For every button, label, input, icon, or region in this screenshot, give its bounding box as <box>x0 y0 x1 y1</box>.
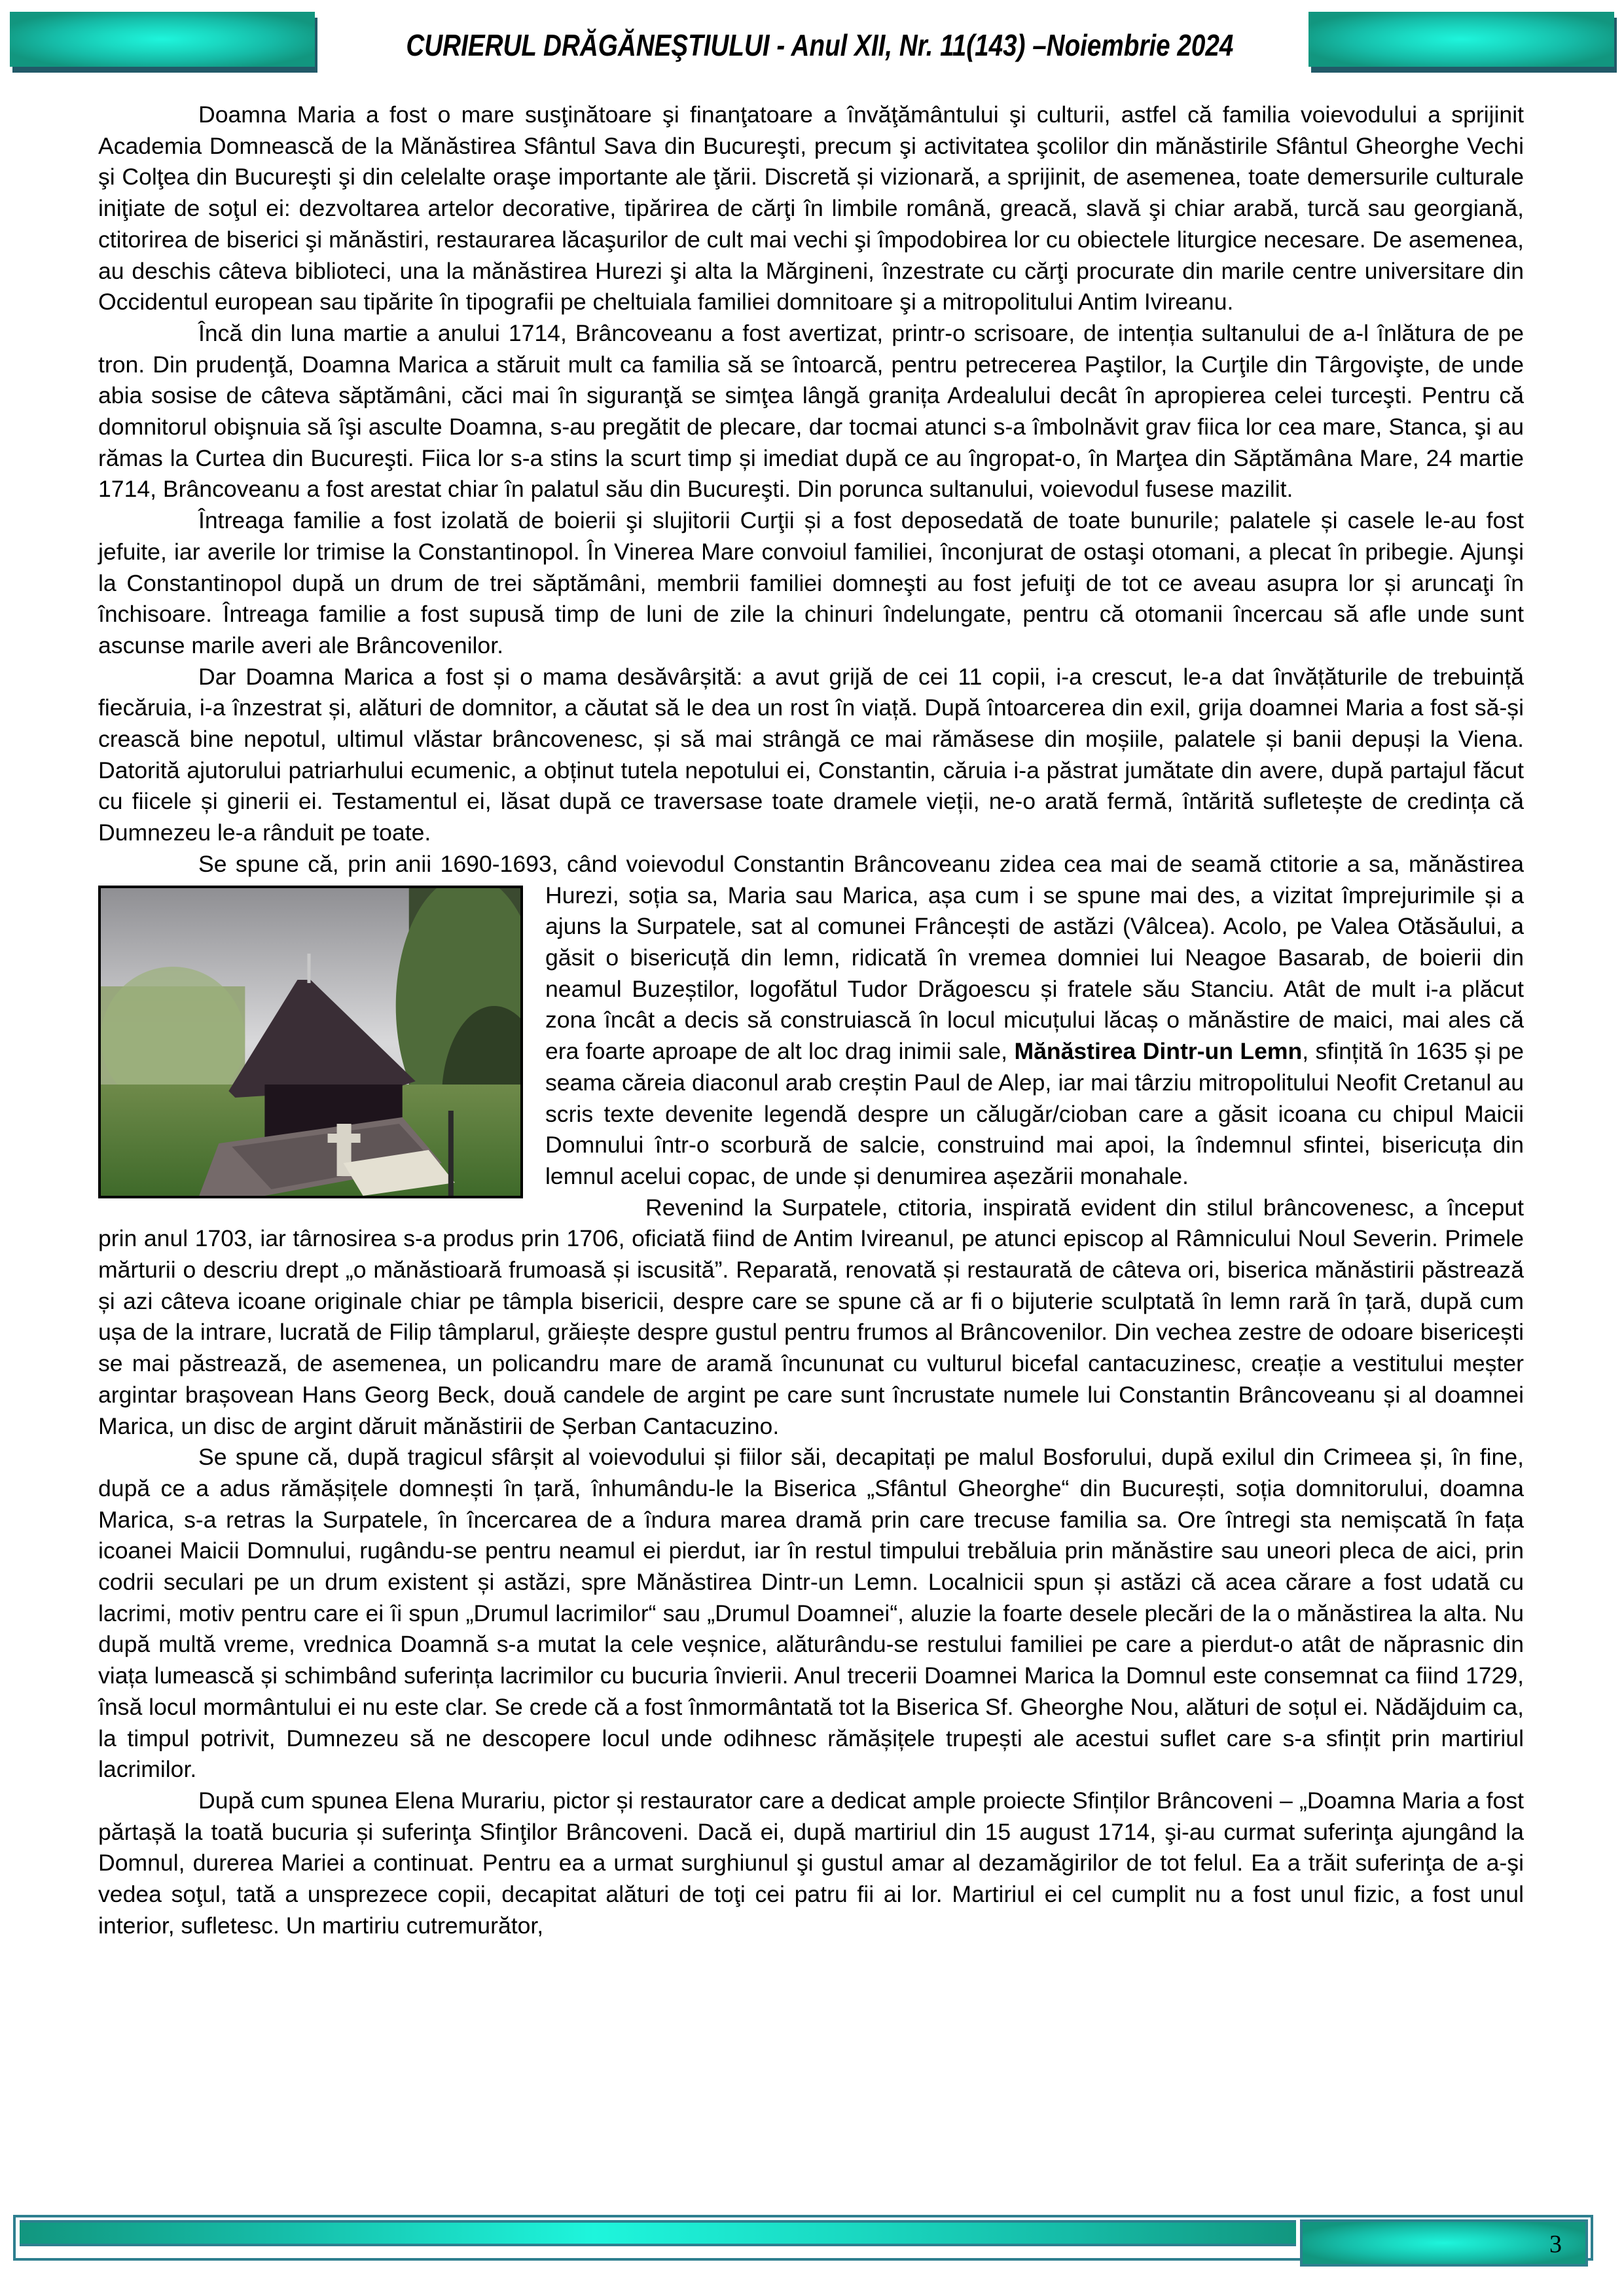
paragraph: Întreaga familie a fost izolată de boierii şi slujitorii Curţii și a fost deposedată de toate bunurile; palatele și casele le-au fost jefuite, iar averile lor trimise la Constantinopol. În Vinerea Mare convoiul familiei, înconjurat de ostaşi otomani, a plecat în pribegie. Ajunşi la Constantinopol după un drum de trei săptămâni, membrii familiei domneşti au fost jefuiţi de tot ce aveau asupra lor și aruncaţi în închisoare. Întreaga familie a fost supusă timp de luni de zile la chinuri îndelungate, pentru că otomanii încercau să afle unde sunt ascunse marile averi ale Brâncovenilor. <box>98 507 1524 658</box>
page-number: 3 <box>1549 2231 1562 2258</box>
paragraph: Încă din luna martie a anului 1714, Brâncoveanu a fost avertizat, printr-o scrisoare, de intenția sultanului de a-l înlătura de pe tron. Din prudenţă, Doamna Marica a stăruit mult ca familia să se întoarcă, pentru petrecerea Paştilor, la Curţile din Târgovişte, de unde abia sosise de câteva săptămâni, căci mai în siguranţă se simţea lângă granița Ardealului decât în apropierea celei turceşti. Pentru că domnitorul obişnuia să îşi asculte Doamna, s-au pregătit de plecare, dar tocmai atunci s-a îmbolnăvit grav fiica lor cea mare, Stanca, şi au rămas la Curtea din Bucureşti. Fiica lor s-a stins la scurt timp și imediat după ce au îngropat-o, în Marţea din Săptămâna Mare, 24 martie 1714, Brâncoveanu a fost arestat chiar în palatul său din Bucureşti. Din porunca sultanului, voievodul fusese mazilit. <box>98 319 1524 503</box>
paragraph: Revenind la Surpatele, ctitoria, inspirată evident din stilul brâncovenesc, a început prin anul 1703, iar târnosirea s-a produs prin 1706, oficiată fiind de Antim Ivireanul, pe atunci episcop al Râmnicului Noul Severin. Primele mărturii o descriu drept „o mănăstioară frumoasă și iscusită”. Reparată, renovată și restaurată de câteva ori, biserica mănăstirii păstrează și azi câteva icoane originale chiar pe tâmpla bisericii, despre care se spune că ar fi o bijuterie sculptată în lemn rară în țară, după cum ușa de la intrare, lucrată de Filip tâmplarul, grăiește despre gustul pentru frumos al Brâncovenilor. Din vechea zestre de odoare bisericești se mai păstrează, de asemenea, un policandru mare de aramă încununat cu vulturul bicefal cantacuzinesc, creație a vestitului meșter argintar brașovean Hans Georg Beck, două candele de argint pe care sunt încrustate numele lui Constantin Brâncoveanu și al doamnei Marica, un disc de argint dăruit mănăstirii de Șerban Cantacuzino. <box>98 1194 1524 1439</box>
monastery-name: Mănăstirea Dintr-un Lemn <box>1014 1038 1303 1065</box>
paragraph: Doamna Maria a fost o mare susţinătoare şi finanţatoare a învăţământului şi culturii, astfel că familia voievodului a sprijinit Academia Domnească de la Mănăstirea Sfântul Sava din Bucureşti, precum şi activitatea şcolilor din mănăstirile Sfântul Gheorghe Vechi şi Colţea din Bucureşti şi din celelalte oraşe importante ale ţării. Discretă și vizionară, a sprijinit, de asemenea, toate demersurile culturale iniţiate de soţul ei: dezvoltarea artelor decorative, tipărirea de cărţi în limbile română, greacă, slavă şi chiar arabă, turcă sau georgiană, ctitorirea de biserici şi mănăstiri, restaurarea lăcaşurilor de cult mai vechi şi împodobirea lor cu obiectele liturgice necesare. De asemenea, au deschis câteva biblioteci, una la mănăstirea Hurezi şi alta la Mărgineni, înzestrate cu cărţi procurate din marile centre universitare din Occidentul european sau tipărite în tipografii pe cheltuiala familiei domnitoare şi a mitropolitului Antim Ivireanu. <box>98 101 1524 315</box>
church-photo-image <box>101 888 520 1196</box>
wooden-church-photo <box>98 886 523 1198</box>
paragraph: După cum spunea Elena Murariu, pictor și restaurator care a dedicat ample proiecte Sfinților Brâncoveni – „Doamna Maria a fost părtașă la toată bucuria și suferinţa Sfinţilor Brâncoveni. Dacă ei, după martiriul din 15 august 1714, şi-au curmat suferinţa ajungând la Domnul, durerea Mariei a continuat. Pentru ea a urmat surghiunul şi gustul amar al dezamăgirilor de tot felul. Ea a trăit suferinţa de a-şi vedea soţul, tată a unsprezece copii, decapitat alături de toţi cei patru fii ai lor. Martiriul ei cel cumplit nu a fost unul fizic, a fost unul interior, sufletesc. Un martiriu cutremurător, <box>98 1787 1524 1939</box>
paragraph-intro: sa, mănăstirea Hurezi, soția sa, Maria sau Marica, așa cum i se spune mai des, a vizitat împrejurimile și a ajuns la Surpatele, sat al comunei Frâncești de astăzi (Vâlcea). Acolo, pe Valea Otăsăului, a găsit o bisericuță din lemn, ridicată în vremea domniei lui Neagoe Basarab, de boierii din neamul Buzeștilor, logofătul Tudor Drăgoescu și fratele său Stanciu. Atât de mult i-a plăcut zona încât a decis să construiască în locul micuțului lăcaș o mănăstire de maici, mai ales că era foarte aproape de alt loc drag inimii sale, <box>545 850 1525 1065</box>
paragraph: Dar Doamna Marica a fost și o mama desăvârșită: a avut grijă de cei 11 copii, i-a crescut, le-a dat învățăturile de trebuință fiecăruia, i-a înzestrat și, alături de domnitor, a căutat să le dea un rost în viață. După întoarcerea din exil, grija doamnei Maria a fost să-și crească bine nepotul, ultimul vlăstar brâncovenesc, și să mai strângă ce mai rămăsese din moșiile, palatele și banii depuși la Viena. Datorită ajutorului patriarhului ecumenic, a obținut tutela nepotului ei, Constantin, căruia i-a păstrat jumătate din avere, după partajul făcut cu fiicele și ginerii ei. Testamentul ei, lăsat după ce traversase toate dramele vieții, ne-o arată fermă, întărită sufletește de credința că Dumnezeu le-a rânduit pe toate. <box>98 663 1524 846</box>
masthead-title: CURIERUL DRĂGĂNEŞTIULUI - Anul XII, Nr. 11(143) –Noiembrie 2024 <box>406 28 1234 62</box>
header-decor-left <box>10 12 315 67</box>
page-number-box <box>1300 2219 1588 2267</box>
paragraph-first-line: Se spune că, prin anii 1690-1693, când voievodul Constantin Brâncoveanu zidea cea mai de seamă ctitorie a <box>198 850 1369 877</box>
newspaper-masthead <box>327 22 1296 68</box>
paragraph: Se spune că, după tragicul sfârșit al voievodului și fiilor săi, decapitați pe malul Bosforului, după exilul din Crimeea și, în fine, după ce a adus rămășițele domnești în țară, înhumându-le la Biserica „Sfântul Gheorghe“ din București, soția domnitorului, doamna Marica, s-a retras la Surpatele, în încercarea de a îndura marea dramă prin care trecuse familia sa. Ore întregi sta nemișcată în fața icoanei Maicii Domnului, rugându-se pentru neamul ei pierdut, iar în restul timpului trebăluia prin mănăstire sau uneori pleca de aici, prin codrii seculari pe un drum existent și astăzi, spre Mănăstirea Dintr-un Lemn. Localnicii spun și astăzi că acea cărare a fost udată cu lacrimi, motiv pentru care ei îi spun „Drumul lacrimilor“ sau „Drumul Doamnei“, aluzie la foarte desele plecări de la o mănăstirea la alta. Nu după multă vreme, vrednica Doamnă s-a mutat la cele veșnice, alăturându-se restului familiei pe care a pierdut-o atât de năprasnic din viața lumească și schimbând suferința lacrimilor cu bucuria învierii. Anul trecerii Doamnei Marica la Domnul este consemnat ca fiind 1729, însă locul mormântului ei nu este clar. Se crede că a fost înmormântată tot la Biserica Sf. Gheorghe Nou, alături de soțul ei. Nădăjduim ca, la timpul potrivit, Dumnezeu să ne descopere locul unde odihnesc rămășițele trupești ale acestui suflet care s-a sfințit prin martiriul lacrimilor. <box>98 1444 1524 1783</box>
header-decor-right <box>1308 12 1614 67</box>
paragraph <box>98 849 1524 1193</box>
paragraph-rest: , sfințită în 1635 și pe seama căreia diaconul arab creștin Paul de Alep, iar mai târziu mitropolitului Neofit Cretanul au scris texte devenite legendă despre un călugăr/cioban care a găsit icoana cu chipul Maicii Domnului într-o scorbură de salcie, construind mai apoi, la îndemnul sfintei, bisericuța din lemnul acelui copac, de unde și denumirea așezării monahale. <box>545 1038 1524 1189</box>
footer-decor-bar <box>20 2220 1296 2246</box>
article-body <box>98 99 1524 1941</box>
